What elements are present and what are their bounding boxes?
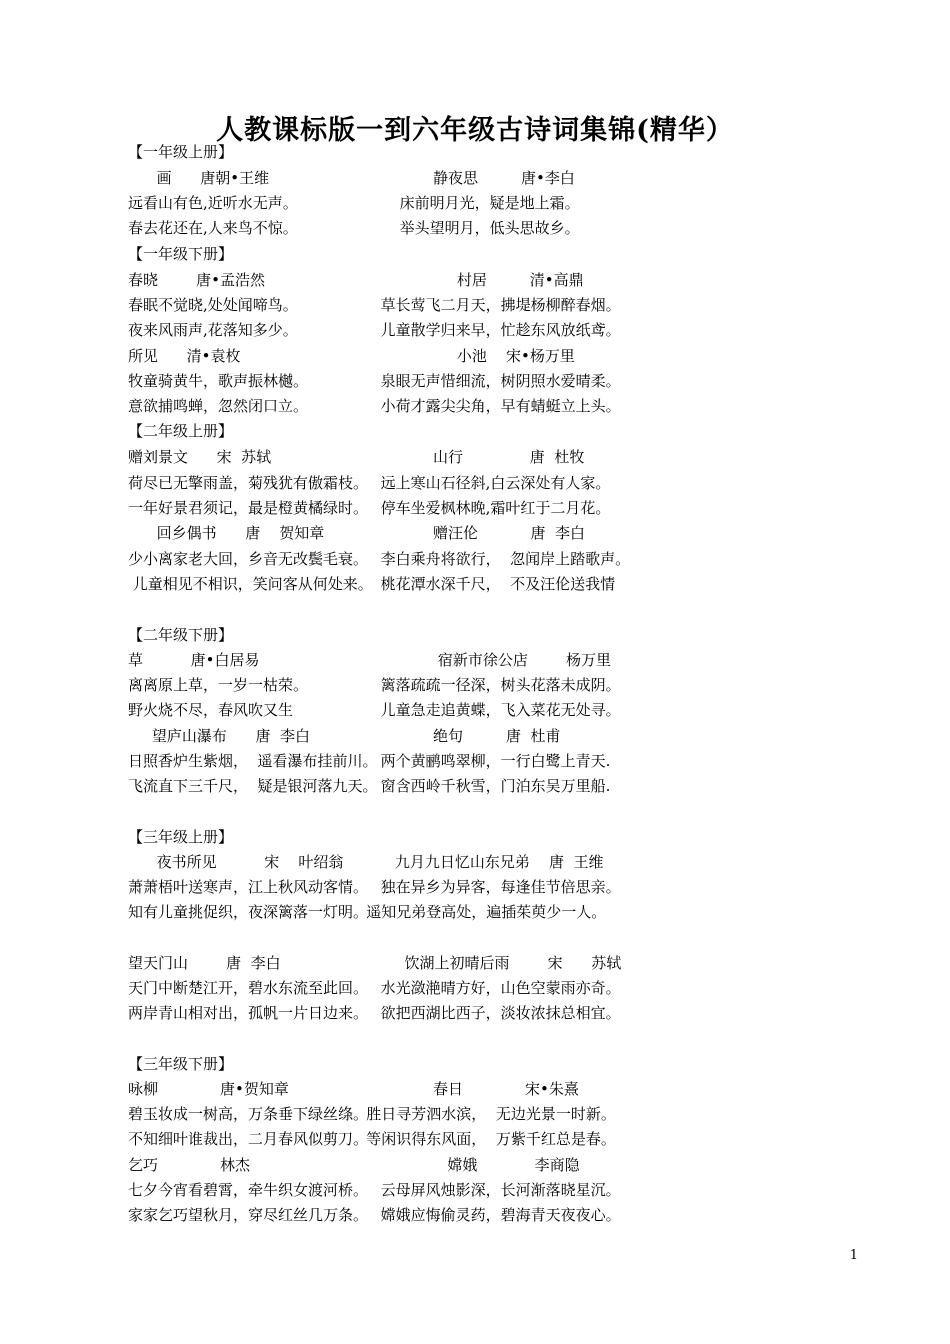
poem-line-right: 山行 唐 杜牧 [352,448,585,466]
poem-line-right: 嫦娥应悔偷灵药，碧海青天夜夜心。 [352,1206,621,1224]
poem-line-left: 飞流直下三千尺， 疑是银河落九天。 [128,777,378,795]
poem-line-left: 赠刘景文 宋 苏轼 [128,448,272,466]
poem-line-left: 萧萧梧叶送寒声，江上秋风动客情。 [128,878,369,896]
poem-line-left: 知有儿童挑促织，夜深篱落一灯明。 [128,903,369,921]
poem-line-left: 牧童骑黄牛，歌声振林樾。 [128,372,309,390]
poem-line-right: 春日 宋•朱熹 [352,1080,579,1098]
poem-line-left: 春去花还在,人来鸟不惊。 [128,219,298,237]
poem-line-right: 小池 宋•杨万里 [352,347,575,365]
poem-line-right: 饮湖上初晴后雨 宋 苏轼 [352,954,622,972]
poem-line-left: 望庐山瀑布 唐 李白 [128,727,310,745]
poem-line-right: 儿童急走追黄蝶，飞入菜花无处寻。 [352,701,621,719]
poem-line-right: 窗含西岭千秋雪，门泊东吴万里船. [352,777,611,795]
poem-line-right: 静夜思 唐•李白 [352,169,575,187]
poem-line-right: 独在异乡为异客，每逢佳节倍思亲。 [352,878,621,896]
poem-line-left: 天门中断楚江开，碧水东流至此回。 [128,979,369,997]
poem-line-left: 画 唐朝•王维 [128,169,270,187]
poem-line-right: 儿童散学归来早，忙趁东风放纸鸢。 [352,321,621,339]
poem-line-right: 宿新市徐公店 杨万里 [352,651,611,669]
poem-line-left: 春晓 唐•孟浩然 [128,271,265,289]
poem-line-right: 赠汪伦 唐 李白 [352,524,586,542]
poem-line-left: 【一年级上册】 [128,143,234,161]
poem-line-left: 回乡偶书 唐 贺知章 [128,524,325,542]
poem-line-right: 泉眼无声惜细流，树阴照水爱晴柔。 [352,372,621,390]
poem-line-left: 【一年级下册】 [128,245,234,263]
poem-line-right: 小荷才露尖尖角，早有蜻蜓立上头。 [352,397,621,415]
poem-line-right: 草长莺飞二月天，拂堤杨柳醉春烟。 [352,296,621,314]
poem-line-left: 【三年级上册】 [128,828,234,846]
poem-line-right: 两个黄鹂鸣翠柳，一行白鹭上青天. [352,752,611,770]
poem-line-right: 欲把西湖比西子，淡妆浓抹总相宜。 [352,1004,621,1022]
poem-line-right: 胜日寻芳泗水滨， 无边光景一时新。 [352,1105,616,1123]
poem-line-left: 夜书所见 宋 叶绍翁 [128,853,344,871]
poem-line-left: 家家乞巧望秋月，穿尽红丝几万条。 [128,1206,369,1224]
poem-line-left: 望天门山 唐 李白 [128,954,281,972]
poem-line-right: 床前明月光，疑是地上霜。 [352,194,580,212]
poem-line-right: 李白乘舟将欲行， 忽闻岸上踏歌声。 [352,550,631,568]
poem-line-right: 篱落疏疏一径深，树头花落未成阴。 [352,676,621,694]
poem-line-left: 少小离家老大回，乡音无改鬓毛衰。 [128,550,369,568]
poem-line-left: 【二年级下册】 [128,626,234,644]
document-title: 人教课标版一到六年级古诗词集锦(精华） [216,115,734,146]
poem-line-left: 远看山有色,近听水无声。 [128,194,298,212]
poem-line-left: 【三年级下册】 [128,1055,234,1073]
poem-line-right: 水光潋滟晴方好，山色空蒙雨亦奇。 [352,979,621,997]
poem-line-left: 碧玉妆成一树高，万条垂下绿丝绦。 [128,1105,369,1123]
poem-line-left: 荷尽已无擎雨盖，菊残犹有傲霜枝。 [128,474,369,492]
poem-line-left: 夜来风雨声,花落知多少。 [128,321,298,339]
poem-line-right: 嫦娥 李商隐 [352,1156,580,1174]
poem-line-left: 离离原上草，一岁一枯荣。 [128,676,309,694]
poem-line-left: 不知细叶谁裁出，二月春风似剪刀。 [128,1130,369,1148]
poem-line-left: 乞巧 林杰 [128,1156,250,1174]
poem-line-right: 绝句 唐 杜甫 [352,727,561,745]
poem-line-left: 咏柳 唐•贺知章 [128,1080,289,1098]
poem-line-right: 举头望明月，低头思故乡。 [352,219,580,237]
poem-line-left: 七夕今宵看碧霄，牵牛织女渡河桥。 [128,1181,369,1199]
poem-line-left: 两岸青山相对出，孤帆一片日边来。 [128,1004,369,1022]
poem-line-left: 日照香炉生紫烟， 遥看瀑布挂前川。 [128,752,378,770]
poem-line-left: 所见 清•袁枚 [128,347,241,365]
poem-line-left: 野火烧不尽，春风吹又生 [128,701,294,719]
poem-line-right: 等闲识得东风面， 万紫千红总是春。 [352,1130,616,1148]
page-number: 1 [849,1248,858,1263]
poem-line-right: 九月九日忆山东兄弟 唐 王维 [352,853,604,871]
poem-line-right: 村居 清•高鼎 [352,271,584,289]
poem-line-right: 桃花潭水深千尺， 不及汪伦送我情 [352,575,616,593]
poem-line-left: 儿童相见不相识，笑问客从何处来。 [128,575,373,593]
poem-line-left: 一年好景君须记，最是橙黄橘绿时。 [128,499,369,517]
poem-line-left: 草 唐•白居易 [128,651,260,669]
poem-line-right: 遥知兄弟登高处，遍插茱萸少一人。 [352,903,607,921]
poem-line-right: 远上寒山石径斜,白云深处有人家。 [352,474,611,492]
poem-line-left: 意欲捕鸣蝉，忽然闭口立。 [128,397,309,415]
poem-line-right: 停车坐爱枫林晚,霜叶红于二月花。 [352,499,611,517]
poem-line-left: 【二年级上册】 [128,422,234,440]
poem-line-right: 云母屏风烛影深，长河渐落晓星沉。 [352,1181,621,1199]
poem-line-left: 春眠不觉晓,处处闻啼鸟。 [128,296,298,314]
